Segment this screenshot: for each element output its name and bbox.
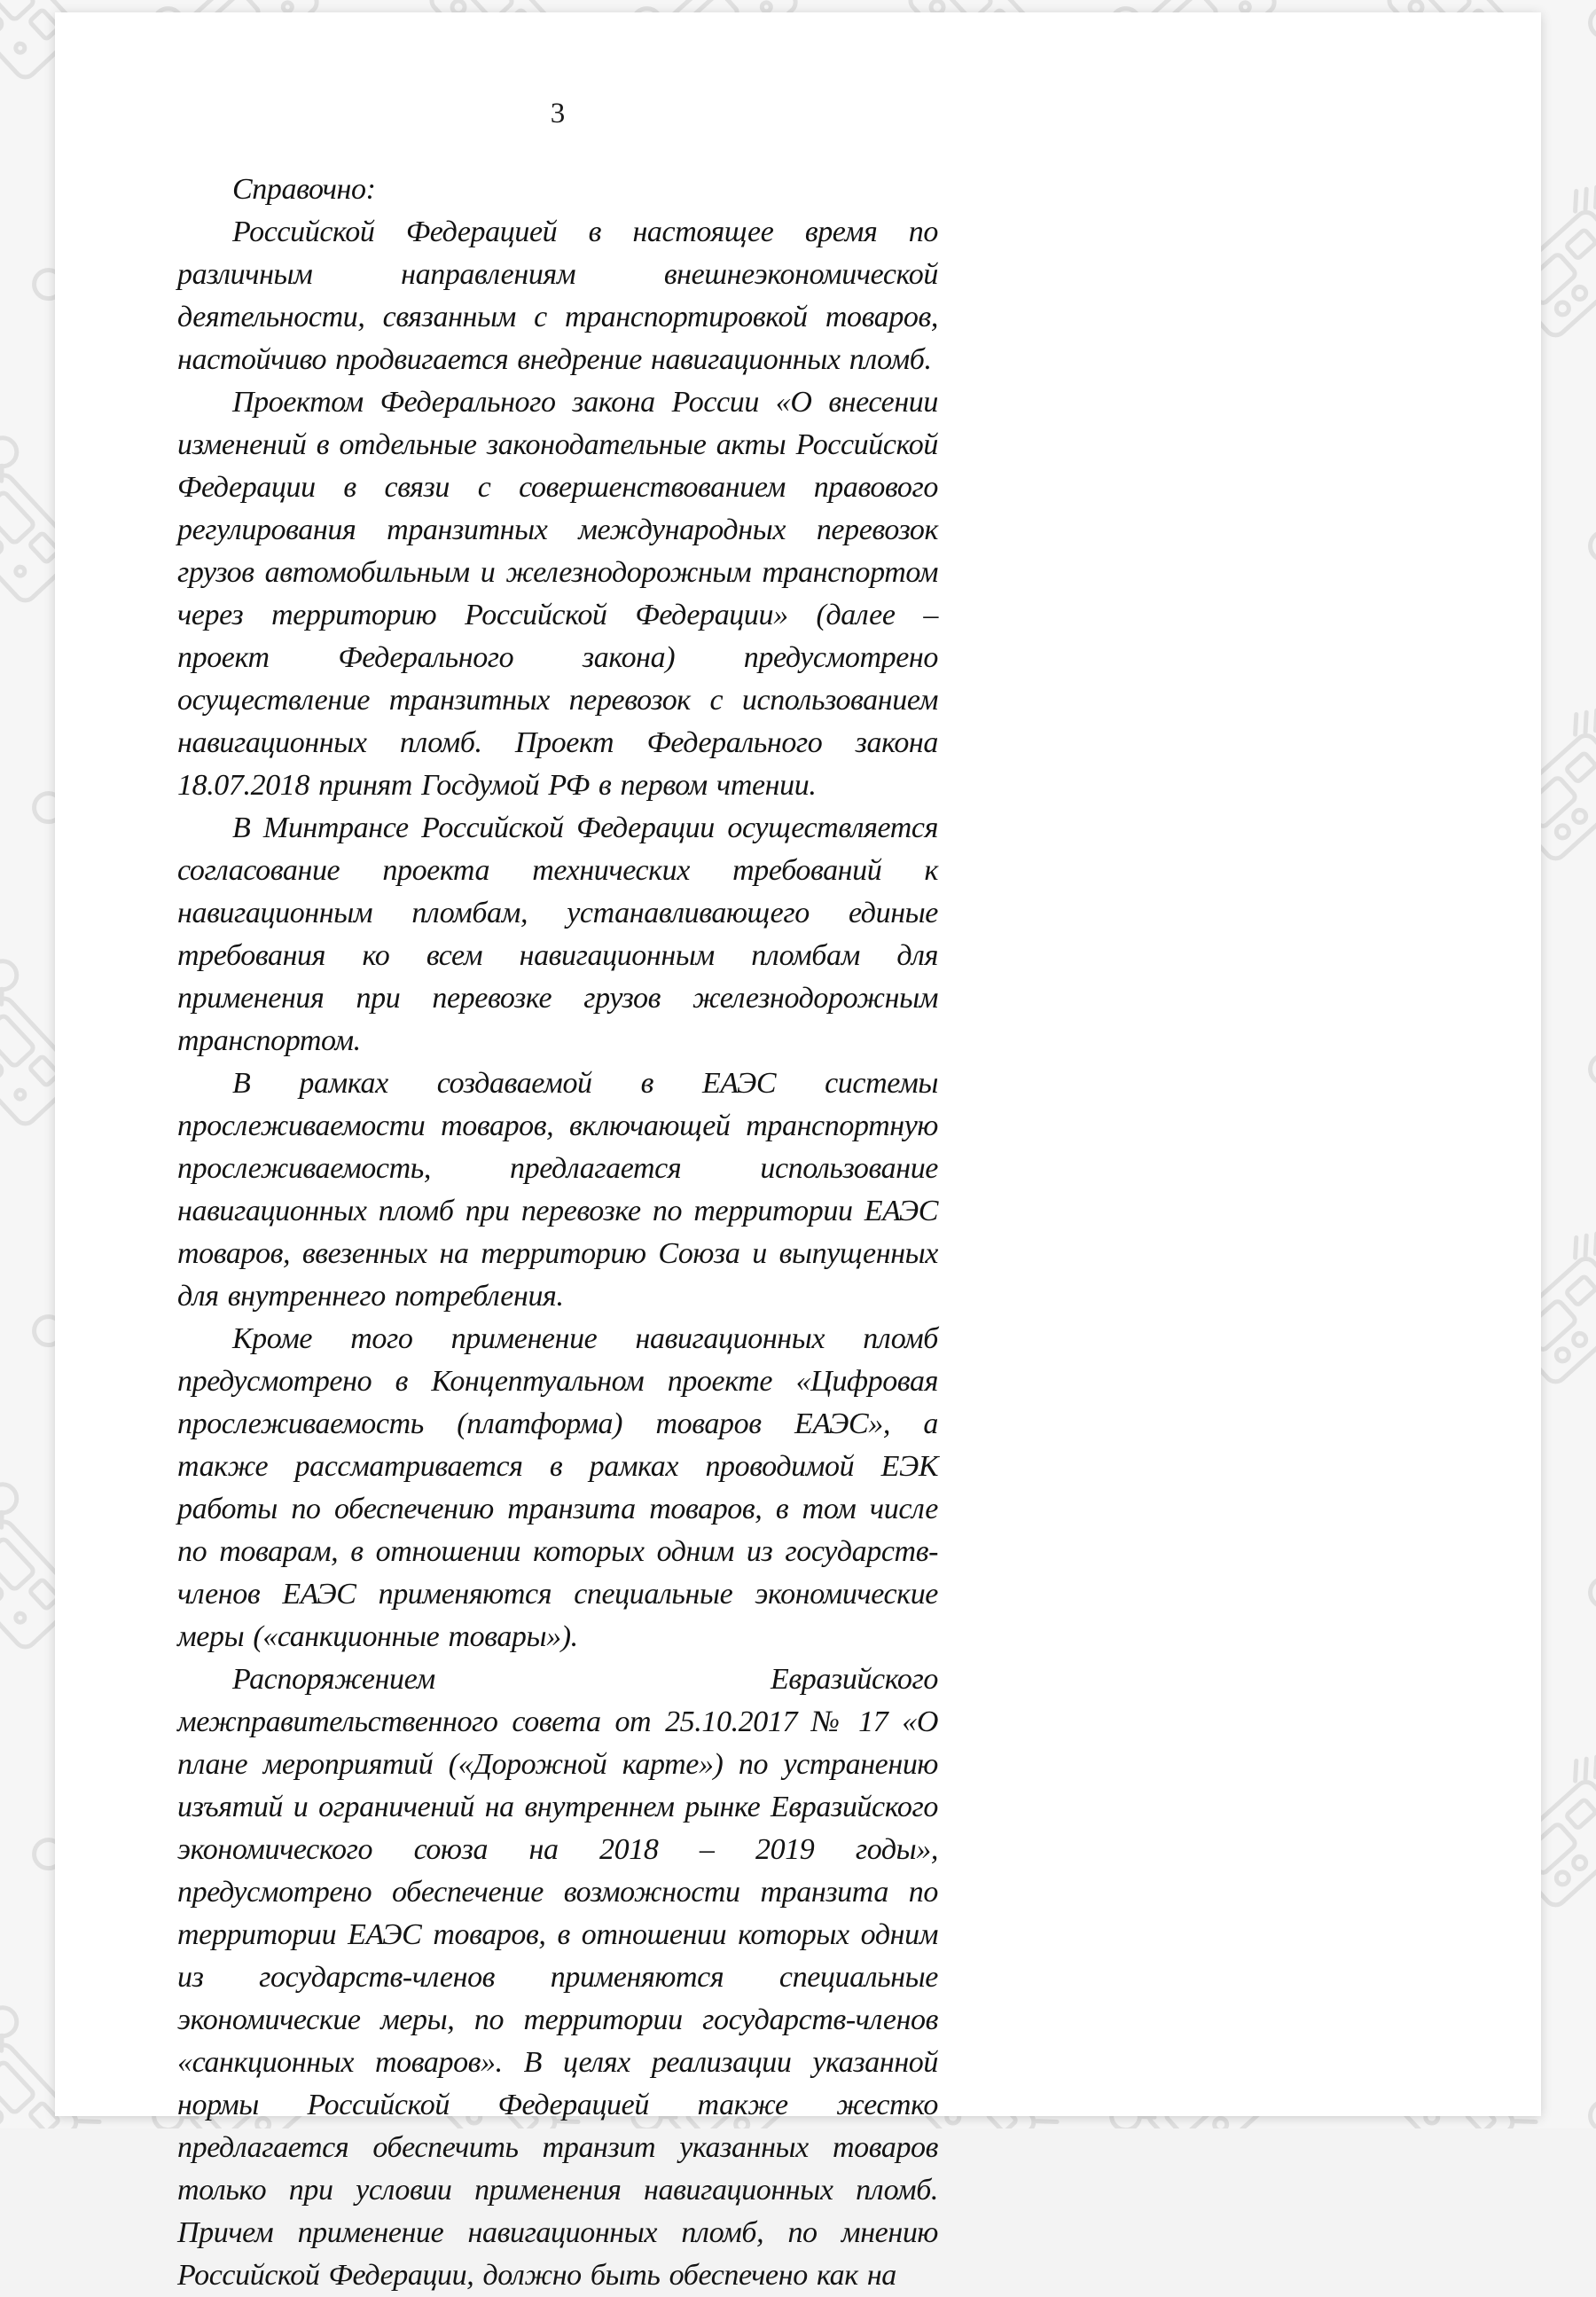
seal-device-icon — [1569, 1988, 1596, 2128]
paragraph: Российской Федерацией в настоящее время по различным направлениям внешнеэкономической деятельности, связанным с транспортировкой товаров, настойчиво продвигается внедрение навигационных пломб. — [177, 216, 938, 376]
paragraph: В рамках создаваемой в ЕАЭС системы прослеживаемости товаров, включающей транспортную прослеживаемость, предлагается использование навигационных пломб при перевозке по территории ЕАЭС товаров, ввезенных на территорию Союза и выпущенных для внутреннего потребления. — [177, 1067, 938, 1313]
seal-device-icon — [1569, 942, 1596, 1179]
paragraph-reference-label: Справочно: — [232, 173, 376, 206]
seal-device-icon — [1569, 1465, 1596, 1702]
document-body — [177, 169, 938, 2297]
seal-device-icon — [1569, 0, 1596, 131]
seal-device-icon — [1569, 419, 1596, 655]
page-number: 3 — [550, 98, 566, 129]
paragraph: Кроме того применение навигационных пломб предусмотрено в Концептуальном проекте «Цифровая прослеживаемость (платформа) товаров ЕАЭС», а также рассматривается в рамках проводимой ЕЭК работы по обеспечению транзита товаров, в том числе по товарам, в отношении которых одним из государств-членов ЕАЭС применяются специальные экономические меры («санкционные товары»). — [177, 1322, 938, 1653]
document-page — [55, 12, 1541, 2292]
paragraph: Проектом Федерального закона России «О внесении изменений в отдельные законодательные акты Российской Федерации в связи с совершенствованием правового регулирования транзитных международных перевозок грузов автомобильным и железнодорожным транспортом через территорию Российской Федерации» (далее – проект Федерального закона) предусмотрено осуществление транзитных перевозок с использованием навигационных пломб. Проект Федерального закона 18.07.2018 принят Госдумой РФ в первом чтении. — [177, 386, 938, 802]
paragraph: Распоряжением Евразийского межправительственного совета от 25.10.2017 № 17 «О плане мероприятий («Дорожной карте») по устранению изъятий и ограничений на внутреннем рынке Евразийского экономического союза на 2018 – 2019 годы», предусмотрено обеспечение возможности транзита по территории ЕАЭС товаров, в отношении которых одним из государств-членов применяются специальные экономические меры, по территории государств-членов «санкционных товаров». В целях реализации указанной нормы Российской Федерацией также жестко предлагается обеспечить транзит указанных товаров только при условии применения навигационных пломб. Причем применение навигационных пломб, по мнению Российской Федерации, должно быть обеспечено как на — [177, 1663, 938, 2292]
paragraph: В Минтрансе Российской Федерации осуществляется согласование проекта технических требований к навигационным пломбам, устанавливающего единые требования ко всем навигационным пломбам для применения при перевозке грузов железнодорожным транспортом. — [177, 811, 938, 1057]
